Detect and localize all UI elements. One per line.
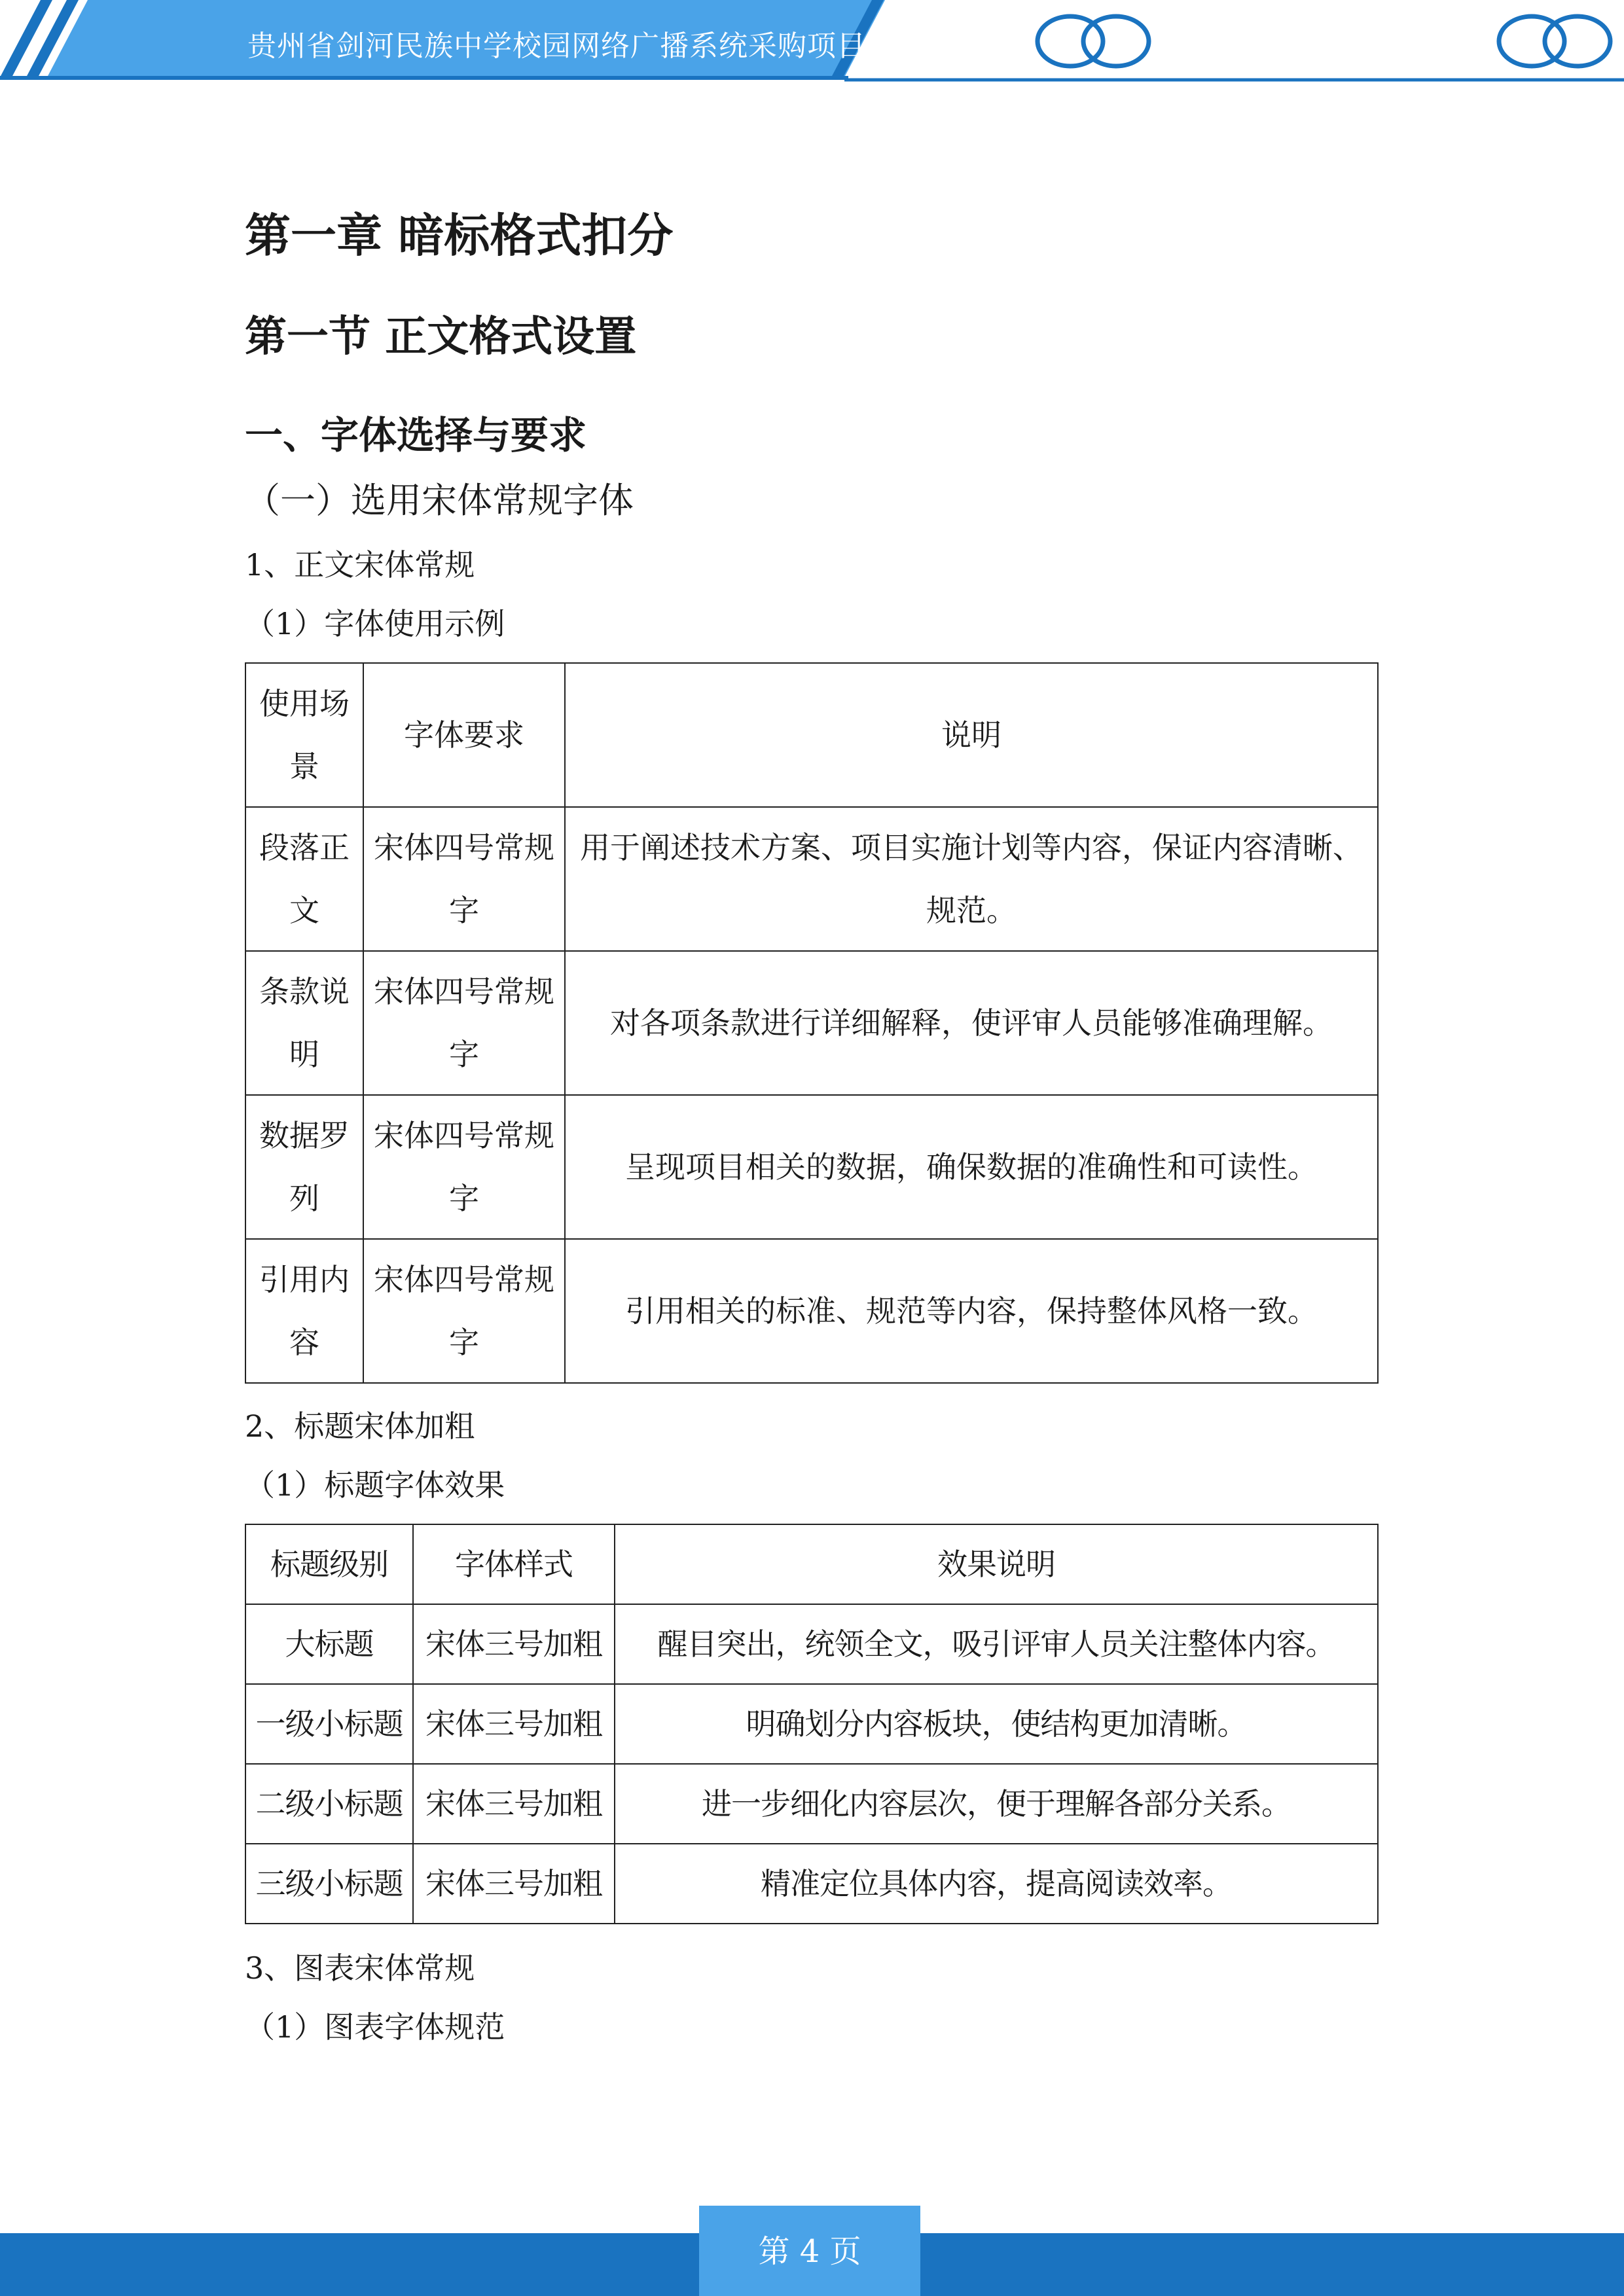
table-cell: 进一步细化内容层次，便于理解各部分关系。 [615, 1764, 1378, 1844]
table-cell: 宋体四号常规字 [363, 1095, 565, 1239]
point-1: 1、正文宋体常规 [245, 547, 475, 583]
point-3: 3、图表宋体常规 [245, 1950, 475, 1986]
header-rule-left [0, 76, 848, 80]
point-2-sub: （1）标题字体效果 [245, 1467, 505, 1503]
table-header-cell: 使用场景 [245, 663, 363, 807]
table-cell: 宋体三号加粗 [413, 1764, 615, 1844]
table-header-row [245, 663, 1378, 807]
point-2: 2、标题宋体加粗 [245, 1408, 475, 1444]
table-cell: 引用内容 [245, 1239, 363, 1383]
table-row [245, 1764, 1378, 1844]
heading-font-table [245, 1524, 1379, 1924]
table-cell: 醒目突出，统领全文，吸引评审人员关注整体内容。 [615, 1604, 1378, 1684]
table-cell: 宋体三号加粗 [413, 1684, 615, 1764]
chapter-title: 第一章 暗标格式扣分 [245, 208, 674, 262]
subsection-title: 一、字体选择与要求 [245, 413, 587, 457]
table-cell: 宋体四号常规字 [363, 807, 565, 951]
table-cell: 二级小标题 [245, 1764, 413, 1844]
table-row [245, 1239, 1378, 1383]
item-title: （一）选用宋体常规字体 [245, 480, 634, 521]
table-cell: 数据罗列 [245, 1095, 363, 1239]
table-cell: 条款说明 [245, 951, 363, 1095]
table-row [245, 1604, 1378, 1684]
page-header [0, 0, 1624, 85]
header-slash-1 [0, 0, 52, 77]
table-cell: 精准定位具体内容，提高阅读效率。 [615, 1844, 1378, 1924]
table-row [245, 1844, 1378, 1924]
ring-logo-icon-right [1499, 16, 1610, 66]
table-header-cell: 说明 [565, 663, 1378, 807]
ring-logo-icon [1038, 16, 1149, 66]
table-header-cell: 字体样式 [413, 1524, 615, 1604]
point-3-sub: （1）图表字体规范 [245, 2009, 505, 2045]
table-cell: 宋体三号加粗 [413, 1604, 615, 1684]
page-number: 第 4 页 [758, 2233, 861, 2270]
table-cell: 引用相关的标准、规范等内容，保持整体风格一致。 [565, 1239, 1378, 1383]
table-cell: 大标题 [245, 1604, 413, 1684]
table-cell: 段落正文 [245, 807, 363, 951]
table-row [245, 807, 1378, 951]
table-header-row [245, 1524, 1378, 1604]
point-1-sub: （1）字体使用示例 [245, 606, 505, 641]
table-header-cell: 字体要求 [363, 663, 565, 807]
table-cell: 一级小标题 [245, 1684, 413, 1764]
section-title: 第一节 正文格式设置 [245, 312, 637, 361]
table-cell: 宋体三号加粗 [413, 1844, 615, 1924]
table-cell: 三级小标题 [245, 1844, 413, 1924]
table-header-cell: 效果说明 [615, 1524, 1378, 1604]
table-cell: 宋体四号常规字 [363, 1239, 565, 1383]
table-row [245, 1095, 1378, 1239]
table-cell: 对各项条款进行详细解释，使评审人员能够准确理解。 [565, 951, 1378, 1095]
font-usage-table [245, 662, 1379, 1384]
table-row [245, 951, 1378, 1095]
table-cell: 宋体四号常规字 [363, 951, 565, 1095]
table-cell: 明确划分内容板块，使结构更加清晰。 [615, 1684, 1378, 1764]
header-title: 贵州省剑河民族中学校园网络广播系统采购项目 [247, 29, 866, 63]
table-cell: 用于阐述技术方案、项目实施计划等内容，保证内容清晰、规范。 [565, 807, 1378, 951]
table-row [245, 1684, 1378, 1764]
table-cell: 呈现项目相关的数据，确保数据的准确性和可读性。 [565, 1095, 1378, 1239]
table-header-cell: 标题级别 [245, 1524, 413, 1604]
